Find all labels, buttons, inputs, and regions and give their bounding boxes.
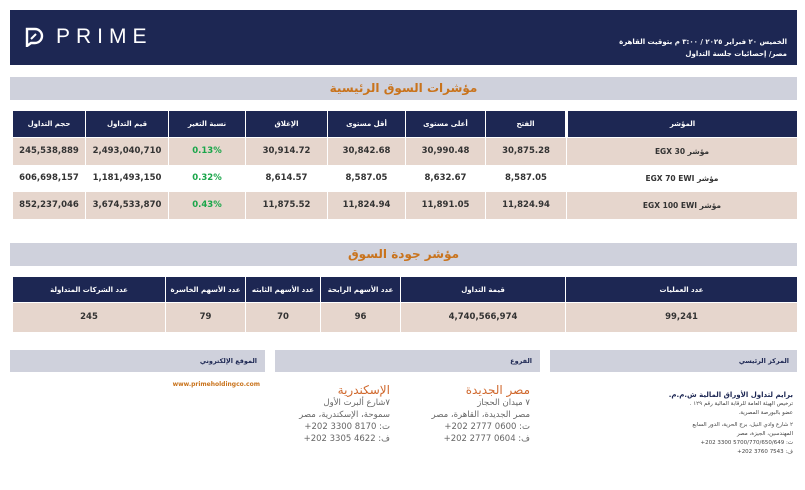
high-cell: 8,632.67 [406, 165, 486, 192]
market-quality-title-bar [10, 243, 797, 266]
column-header: عدد الأسهم الثابته [246, 277, 321, 303]
quality-value-cell: 70 [246, 303, 321, 332]
prime-logo [24, 25, 153, 49]
branch-city: سموحة، الإسكندرية، مصر [299, 410, 390, 420]
branch-name: الإسكندرية [337, 383, 390, 397]
column-header: أعلى مستوى [406, 111, 486, 138]
main-indices-title-bar [10, 77, 797, 100]
table-row [13, 303, 798, 332]
branch-phone: ت: 0600 2777 202+ [444, 422, 530, 432]
quality-value-cell: 79 [166, 303, 246, 332]
header-banner [10, 10, 797, 65]
column-header: أقل مستوى [328, 111, 406, 138]
market-quality-table [12, 276, 798, 332]
value-cell: 3,674,533,870 [86, 192, 169, 219]
headquarters [593, 390, 793, 457]
high-cell: 30,990.48 [406, 138, 486, 165]
close-cell: 8,614.57 [246, 165, 328, 192]
column-header: عدد العمليات [566, 277, 798, 303]
column-header: الإغلاق [246, 111, 328, 138]
close-cell: 30,914.72 [246, 138, 328, 165]
branches-label: الفروع [275, 350, 540, 372]
market-quality-title: مؤشر جودة السوق [347, 247, 460, 261]
main-indices-table [12, 110, 798, 219]
close-cell: 11,875.52 [246, 192, 328, 219]
hq-address: ٢ شارع وادي النيل، برج الحرية، الدور السابع [692, 422, 793, 428]
branch-address: ٧ ميدان الحجاز [477, 398, 530, 408]
website-label: الموقع الإلكتروني [10, 350, 265, 372]
branch-alexandria [270, 383, 390, 445]
report-date: الخميس ٢٠ فبراير ٢٠٢٥ / ٣:٠٠ م بتوقيت القاهرة [619, 38, 787, 46]
main-indices-title: مؤشرات السوق الرئيسية [329, 81, 478, 95]
branch-name: مصر الجديدة [465, 383, 530, 397]
table-header-row [13, 277, 798, 303]
value-cell: 1,181,493,150 [86, 165, 169, 192]
hq-label: المركز الرئيسي [550, 350, 797, 372]
hq-name: برايم لتداول الأوراق المالية ش.م.م. [668, 391, 793, 399]
hq-membership: عضو بالبورصة المصرية. [738, 410, 793, 416]
quality-value-cell: 4,740,566,974 [401, 303, 566, 332]
logo-text: PRIME [56, 25, 153, 48]
quality-value-cell: 99,241 [566, 303, 798, 332]
column-header: نسبة التغير [169, 111, 246, 138]
change-percent-cell: 0.32% [169, 165, 246, 192]
column-header: قيمة التداول [401, 277, 566, 303]
column-header: قيم التداول [86, 111, 169, 138]
table-row [13, 165, 798, 192]
low-cell: 30,842.68 [328, 138, 406, 165]
branch-fax: ف: 0604 2777 202+ [443, 434, 530, 444]
branch-address: ٧شارع ألبرت الأول [323, 398, 390, 408]
branch-phone: ت: 8170 3300 202+ [304, 422, 390, 432]
branch-city: مصر الجديدة، القاهرة، مصر [431, 410, 530, 420]
hq-phone: ت: 5700/770/650/649 3300 202+ [700, 440, 793, 446]
low-cell: 11,824.94 [328, 192, 406, 219]
quality-value-cell: 245 [13, 303, 166, 332]
column-header: عدد الأسهم الرابحة [321, 277, 401, 303]
value-cell: 2,493,040,710 [86, 138, 169, 165]
hq-fax: ف: 7543 3760 202+ [737, 449, 793, 455]
table-header-row [13, 111, 798, 138]
open-cell: 11,824.94 [486, 192, 567, 219]
high-cell: 11,891.05 [406, 192, 486, 219]
open-cell: 8,587.05 [486, 165, 567, 192]
column-header: عدد الأسهم الخاسرة [166, 277, 246, 303]
change-percent-cell: 0.43% [169, 192, 246, 219]
branch-heliopolis [410, 383, 530, 445]
volume-cell: 852,237,046 [13, 192, 86, 219]
branch-fax: ف: 4622 3305 202+ [303, 434, 390, 444]
column-header: المؤشر [567, 111, 798, 138]
low-cell: 8,587.05 [328, 165, 406, 192]
column-header: الفتح [486, 111, 567, 138]
index-name-cell: مؤشر EGX 30 [567, 138, 798, 165]
index-name-cell: مؤشر EGX 70 EWI [567, 165, 798, 192]
index-name-cell: مؤشر EGX 100 EWI [567, 192, 798, 219]
change-percent-cell: 0.13% [169, 138, 246, 165]
website-link[interactable]: www.primeholdingco.com [172, 381, 260, 388]
quality-value-cell: 96 [321, 303, 401, 332]
volume-cell: 606,698,157 [13, 165, 86, 192]
table-row [13, 192, 798, 219]
column-header: عدد الشركات المتداولة [13, 277, 166, 303]
open-cell: 30,875.28 [486, 138, 567, 165]
volume-cell: 245,538,889 [13, 138, 86, 165]
column-header: حجم التداول [13, 111, 86, 138]
prime-logo-icon [24, 27, 44, 47]
report-subtitle: مصر/ إحصائيات جلسة التداول [685, 50, 787, 58]
table-row [13, 138, 798, 165]
hq-license: ترخيص الهيئة العامة للرقابة المالية رقم ١٢٩ . [689, 401, 793, 407]
hq-city: المهندسين، الجيزة، مصر [736, 431, 793, 437]
